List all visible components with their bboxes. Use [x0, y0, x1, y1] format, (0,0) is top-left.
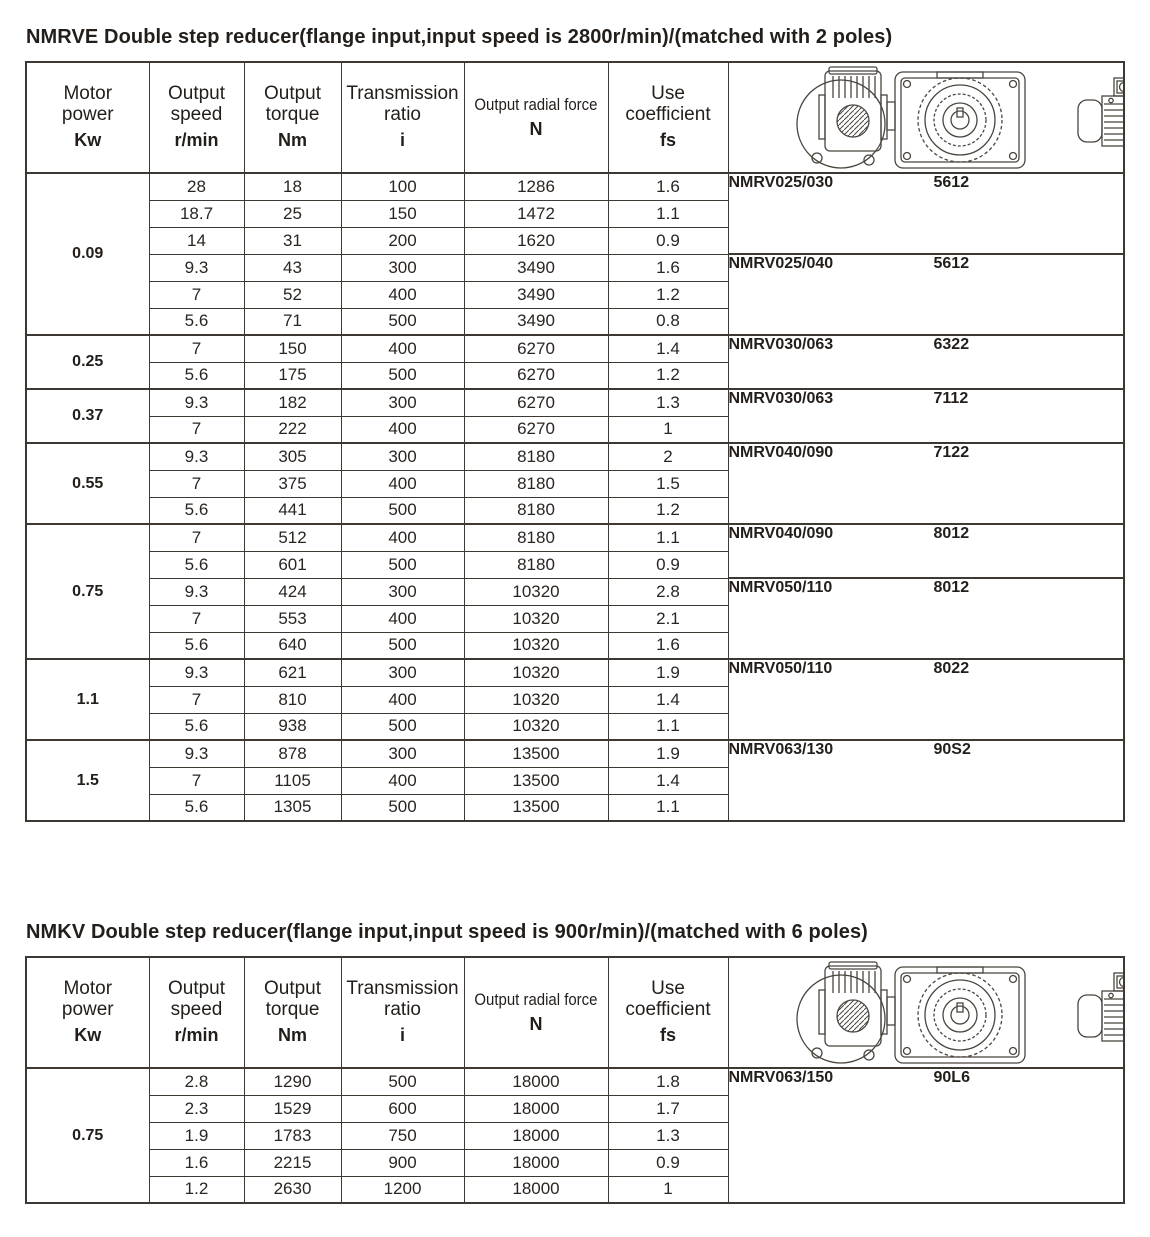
header-unit: r/min: [174, 1024, 219, 1045]
data-cell: 1.2: [608, 362, 728, 389]
header-cell: [149, 62, 244, 173]
data-cell: 400: [341, 470, 464, 497]
table-row: [26, 740, 1124, 767]
motor-frame-size: 90L6: [933, 1069, 970, 1086]
reducer-model: NMRV040/090: [728, 444, 834, 461]
data-cell: 13500: [464, 740, 608, 767]
data-cell: 305: [244, 443, 341, 470]
reducer-model: NMRV050/110: [728, 660, 833, 677]
table-body: [26, 1068, 1124, 1203]
data-cell: 400: [341, 335, 464, 362]
header-unit: fs: [659, 1024, 676, 1045]
data-cell: 2.8: [149, 1068, 244, 1095]
model-cell: [728, 335, 1124, 389]
header-label: ratio: [384, 999, 421, 1020]
data-cell: 400: [341, 605, 464, 632]
header-row: [26, 957, 1124, 1068]
data-cell: 2.3: [149, 1095, 244, 1122]
header-label: Transmission: [346, 978, 459, 1000]
header-label: speed: [170, 104, 223, 125]
header-label: Motor: [63, 83, 113, 105]
data-cell: 500: [341, 1068, 464, 1095]
data-cell: 7: [149, 605, 244, 632]
data-cell: 150: [341, 200, 464, 227]
model-cell: [728, 443, 1124, 524]
data-cell: 43: [244, 254, 341, 281]
header-cell: [244, 957, 341, 1068]
model-cell: [728, 524, 1124, 578]
table-row: [26, 578, 1124, 605]
data-cell: 10320: [464, 659, 608, 686]
data-cell: 9.3: [149, 659, 244, 686]
data-cell: 600: [341, 1095, 464, 1122]
header-label: Transmission: [346, 83, 459, 105]
data-cell: 1.4: [608, 767, 728, 794]
header-label: Output: [167, 978, 226, 1000]
data-cell: 28: [149, 173, 244, 200]
data-cell: 2215: [244, 1149, 341, 1176]
data-cell: 1.4: [608, 686, 728, 713]
data-cell: 553: [244, 605, 341, 632]
data-cell: 300: [341, 659, 464, 686]
model-cell: [728, 659, 1124, 740]
header-cell: [608, 62, 728, 173]
data-cell: 375: [244, 470, 341, 497]
data-cell: 182: [244, 389, 341, 416]
data-cell: 1200: [341, 1176, 464, 1203]
nmrve-section: [25, 26, 1125, 822]
motor-frame-size: 6322: [933, 336, 970, 353]
gearbox-drawing-icon: [789, 65, 1029, 171]
motor-power-cell: 0.55: [26, 443, 149, 524]
data-cell: 31: [244, 227, 341, 254]
nmkv-section-title: NMKV Double step reducer(flange input,input speed is 900r/min)/(matched with 6 poles): [26, 921, 868, 943]
data-cell: 18000: [464, 1095, 608, 1122]
data-cell: 400: [341, 767, 464, 794]
data-cell: 500: [341, 308, 464, 335]
header-unit: N: [529, 119, 543, 140]
data-cell: 1.2: [608, 281, 728, 308]
table-row: [26, 389, 1124, 416]
data-cell: 601: [244, 551, 341, 578]
data-cell: 3490: [464, 308, 608, 335]
data-cell: 1.2: [608, 497, 728, 524]
data-cell: 0.9: [608, 1149, 728, 1176]
table-body: [26, 173, 1124, 821]
motor-frame-size: 7112: [933, 390, 969, 407]
data-cell: 878: [244, 740, 341, 767]
header-label: torque: [265, 104, 320, 125]
header-label: power: [61, 999, 114, 1020]
reducer-model: NMRV025/040: [728, 255, 834, 272]
data-cell: 1783: [244, 1122, 341, 1149]
motor-frame-size: 8022: [933, 660, 970, 677]
data-cell: 9.3: [149, 740, 244, 767]
header-cell: [464, 957, 608, 1068]
data-cell: 18000: [464, 1149, 608, 1176]
data-cell: 400: [341, 524, 464, 551]
table-row: [26, 659, 1124, 686]
data-cell: 18.7: [149, 200, 244, 227]
reducer-model: NMRV040/090: [728, 525, 834, 542]
data-cell: 1.1: [608, 794, 728, 821]
header-cell: [26, 62, 149, 173]
data-cell: 150: [244, 335, 341, 362]
motor-power-cell: 0.37: [26, 389, 149, 443]
data-cell: 222: [244, 416, 341, 443]
data-cell: 1.5: [608, 470, 728, 497]
data-cell: 5.6: [149, 632, 244, 659]
table-row: [26, 254, 1124, 281]
data-cell: 10320: [464, 578, 608, 605]
data-cell: 5.6: [149, 308, 244, 335]
header-unit: N: [529, 1014, 543, 1035]
data-cell: 7: [149, 767, 244, 794]
reducer-model: NMRV030/063: [728, 336, 834, 353]
data-cell: 500: [341, 632, 464, 659]
table-row: [26, 173, 1124, 200]
header-label: Use: [651, 978, 685, 1000]
header-unit: Nm: [277, 129, 307, 150]
reducer-model: NMRV025/030: [728, 174, 834, 191]
data-cell: 400: [341, 416, 464, 443]
data-cell: 10320: [464, 605, 608, 632]
header-unit: Nm: [277, 1024, 307, 1045]
data-cell: 500: [341, 497, 464, 524]
data-cell: 500: [341, 713, 464, 740]
data-cell: 5.6: [149, 497, 244, 524]
model-cell: [728, 254, 1124, 335]
header-label: coefficient: [625, 999, 711, 1020]
header-cell: [244, 62, 341, 173]
motor-power-cell: 1.5: [26, 740, 149, 821]
header-cell: [26, 957, 149, 1068]
header-cell: [341, 62, 464, 173]
reducer-model: NMRV063/150: [728, 1069, 834, 1086]
data-cell: 1: [608, 416, 728, 443]
table-row: [26, 335, 1124, 362]
data-cell: 621: [244, 659, 341, 686]
motor-drawing-icon: [1075, 970, 1125, 1056]
data-cell: 2630: [244, 1176, 341, 1203]
data-cell: 18000: [464, 1122, 608, 1149]
data-cell: 2: [608, 443, 728, 470]
header-unit: fs: [659, 129, 676, 150]
data-cell: 13500: [464, 767, 608, 794]
header-label: torque: [265, 999, 320, 1020]
data-cell: 175: [244, 362, 341, 389]
table-row: [26, 1068, 1124, 1095]
header-unit: Kw: [74, 129, 102, 150]
data-cell: 1.1: [608, 200, 728, 227]
data-cell: 1.6: [149, 1149, 244, 1176]
data-cell: 1472: [464, 200, 608, 227]
model-cell: [728, 578, 1124, 659]
data-cell: 9.3: [149, 254, 244, 281]
gearbox-drawing-icon: [789, 960, 1029, 1066]
table-header: [26, 62, 1124, 173]
data-cell: 300: [341, 578, 464, 605]
header-row: [26, 62, 1124, 173]
header-cell: [341, 957, 464, 1068]
header-label: Output radial force: [474, 94, 598, 114]
data-cell: 1305: [244, 794, 341, 821]
reducer-model: NMRV030/063: [728, 390, 834, 407]
motor-frame-size: 8012: [933, 579, 970, 596]
data-cell: 6270: [464, 416, 608, 443]
data-cell: 400: [341, 686, 464, 713]
reducer-model: NMRV050/110: [728, 579, 833, 596]
data-cell: 8180: [464, 470, 608, 497]
data-cell: 300: [341, 443, 464, 470]
data-cell: 100: [341, 173, 464, 200]
data-cell: 900: [341, 1149, 464, 1176]
header-label: ratio: [384, 104, 421, 125]
data-cell: 1.9: [149, 1122, 244, 1149]
data-cell: 2.1: [608, 605, 728, 632]
header-label: Output radial force: [474, 989, 598, 1009]
data-cell: 500: [341, 362, 464, 389]
data-cell: 640: [244, 632, 341, 659]
data-cell: 1105: [244, 767, 341, 794]
motor-frame-size: 90S2: [933, 741, 971, 758]
data-cell: 0.9: [608, 551, 728, 578]
data-cell: 10320: [464, 686, 608, 713]
data-cell: 18: [244, 173, 341, 200]
drawings-wrap: [729, 960, 1124, 1066]
data-cell: 441: [244, 497, 341, 524]
motor-frame-size: 5612: [933, 174, 970, 191]
header-label: coefficient: [625, 104, 711, 125]
data-cell: 6270: [464, 389, 608, 416]
data-cell: 750: [341, 1122, 464, 1149]
data-cell: 7: [149, 281, 244, 308]
data-cell: 13500: [464, 794, 608, 821]
data-cell: 424: [244, 578, 341, 605]
data-cell: 1.6: [608, 173, 728, 200]
data-cell: 9.3: [149, 389, 244, 416]
reducer-model: NMRV063/130: [728, 741, 834, 758]
data-cell: 500: [341, 551, 464, 578]
data-cell: 5.6: [149, 713, 244, 740]
header-unit: i: [399, 129, 405, 150]
data-cell: 9.3: [149, 443, 244, 470]
data-cell: 5.6: [149, 551, 244, 578]
header-label: power: [61, 104, 114, 125]
header-unit: i: [399, 1024, 405, 1045]
data-cell: 1.2: [149, 1176, 244, 1203]
header-label: speed: [170, 999, 223, 1020]
data-cell: 300: [341, 389, 464, 416]
data-cell: 0.9: [608, 227, 728, 254]
data-cell: 5.6: [149, 362, 244, 389]
data-cell: 512: [244, 524, 341, 551]
model-cell: [728, 389, 1124, 443]
header-cell: [464, 62, 608, 173]
data-cell: 1: [608, 1176, 728, 1203]
data-cell: 7: [149, 416, 244, 443]
nmkv-section: [25, 921, 1125, 1204]
motor-frame-size: 8012: [933, 525, 970, 542]
header-label: Output: [167, 83, 226, 105]
data-cell: 1.9: [608, 659, 728, 686]
data-cell: 10320: [464, 713, 608, 740]
data-cell: 3490: [464, 281, 608, 308]
data-cell: 810: [244, 686, 341, 713]
data-cell: 1290: [244, 1068, 341, 1095]
header-label: Output: [263, 978, 322, 1000]
data-cell: 2.8: [608, 578, 728, 605]
data-cell: 6270: [464, 335, 608, 362]
header-cell: [608, 957, 728, 1068]
data-cell: 1.9: [608, 740, 728, 767]
data-cell: 1.8: [608, 1068, 728, 1095]
table-header: [26, 957, 1124, 1068]
data-cell: 8180: [464, 551, 608, 578]
model-cell: [728, 173, 1124, 254]
data-cell: 7: [149, 335, 244, 362]
drawings-wrap: [729, 65, 1124, 171]
data-cell: 1.6: [608, 632, 728, 659]
data-cell: 1.1: [608, 713, 728, 740]
data-cell: 8180: [464, 524, 608, 551]
data-cell: 8180: [464, 443, 608, 470]
data-cell: 1286: [464, 173, 608, 200]
nmkv-spec-table: [25, 956, 1125, 1204]
motor-frame-size: 7122: [933, 444, 970, 461]
model-cell: [728, 740, 1124, 821]
data-cell: 1.3: [608, 389, 728, 416]
data-cell: 1.7: [608, 1095, 728, 1122]
data-cell: 200: [341, 227, 464, 254]
data-cell: 300: [341, 254, 464, 281]
data-cell: 938: [244, 713, 341, 740]
motor-power-cell: 0.25: [26, 335, 149, 389]
data-cell: 25: [244, 200, 341, 227]
header-unit: Kw: [74, 1024, 102, 1045]
drawings-header-cell: [728, 957, 1124, 1068]
motor-drawing-icon: [1075, 75, 1125, 161]
data-cell: 7: [149, 686, 244, 713]
data-cell: 1.1: [608, 524, 728, 551]
data-cell: 1620: [464, 227, 608, 254]
motor-power-cell: 0.09: [26, 173, 149, 335]
data-cell: 8180: [464, 497, 608, 524]
header-label: Output: [263, 83, 322, 105]
table-row: [26, 524, 1124, 551]
data-cell: 18000: [464, 1176, 608, 1203]
data-cell: 400: [341, 281, 464, 308]
header-cell: [149, 957, 244, 1068]
data-cell: 1.4: [608, 335, 728, 362]
motor-frame-size: 5612: [933, 255, 970, 272]
header-unit: r/min: [174, 129, 219, 150]
header-label: Use: [651, 83, 685, 105]
motor-power-cell: 0.75: [26, 524, 149, 659]
nmrve-section-title: NMRVE Double step reducer(flange input,input speed is 2800r/min)/(matched with 2 poles): [26, 26, 893, 48]
data-cell: 52: [244, 281, 341, 308]
data-cell: 1529: [244, 1095, 341, 1122]
data-cell: 500: [341, 794, 464, 821]
data-cell: 7: [149, 470, 244, 497]
data-cell: 71: [244, 308, 341, 335]
data-cell: 7: [149, 524, 244, 551]
data-cell: 9.3: [149, 578, 244, 605]
table-row: [26, 443, 1124, 470]
nmrve-spec-table: [25, 61, 1125, 822]
header-label: Motor: [63, 978, 113, 1000]
data-cell: 14: [149, 227, 244, 254]
data-cell: 18000: [464, 1068, 608, 1095]
data-cell: 0.8: [608, 308, 728, 335]
motor-power-cell: 1.1: [26, 659, 149, 740]
data-cell: 300: [341, 740, 464, 767]
data-cell: 1.3: [608, 1122, 728, 1149]
data-cell: 1.6: [608, 254, 728, 281]
motor-power-cell: 0.75: [26, 1068, 149, 1203]
data-cell: 10320: [464, 632, 608, 659]
data-cell: 5.6: [149, 794, 244, 821]
data-cell: 6270: [464, 362, 608, 389]
model-cell: [728, 1068, 1124, 1203]
data-cell: 3490: [464, 254, 608, 281]
drawings-header-cell: [728, 62, 1124, 173]
